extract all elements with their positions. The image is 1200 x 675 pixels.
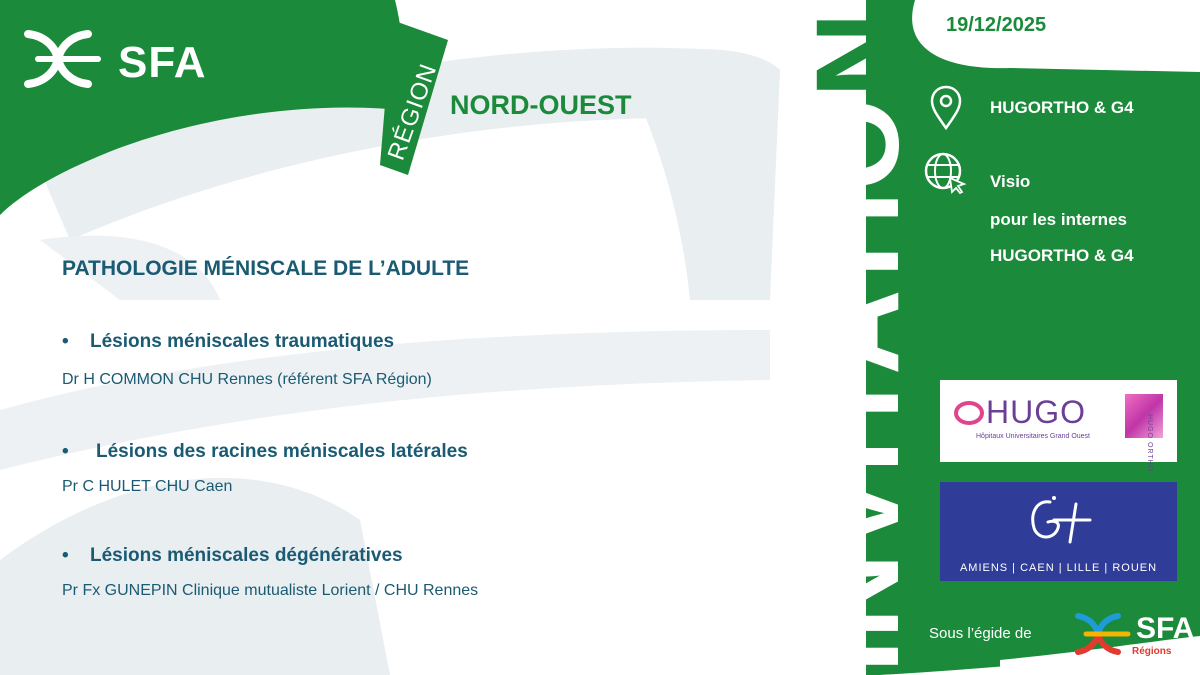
sfa-regions-subtext: Régions <box>1132 646 1172 657</box>
background-swoosh-right <box>620 49 780 300</box>
g4-logo <box>940 482 1177 581</box>
bullet: • <box>62 545 69 566</box>
globe-cursor-icon <box>922 150 968 196</box>
region-name: NORD-OUEST <box>450 90 632 120</box>
sfa-logo <box>22 26 232 96</box>
event-date: 19/12/2025 <box>946 14 1047 36</box>
talk-1-speaker: Dr H COMMON CHU Rennes (référent SFA Région) <box>62 371 432 388</box>
talk-title-text: Lésions méniscales traumatiques <box>90 331 395 352</box>
sfa-logo-text: SFA <box>118 38 207 87</box>
region-banner <box>378 48 448 176</box>
talk-3-speaker: Pr Fx GUNEPIN Clinique mutualiste Lorient / CHU Rennes <box>62 582 479 599</box>
visio-line-2: pour les internes <box>990 210 1127 229</box>
hugo-wordmark: HUGO <box>954 394 1086 431</box>
hugo-ortho-text: HUGO ORTHO <box>1146 414 1153 473</box>
bullet: • <box>62 441 69 462</box>
background-swoosh-bottom <box>0 478 390 675</box>
invitation-heading: INVITATION <box>792 11 924 673</box>
g4-mark-icon <box>1020 490 1100 550</box>
sfa-emblem-icon <box>22 26 102 92</box>
hugo-ortho-icon <box>1125 394 1163 438</box>
talk-2-title <box>62 441 468 463</box>
sfa-regions-logo <box>1072 610 1198 660</box>
g4-cities: AMIENS | CAEN | LILLE | ROUEN <box>959 562 1158 574</box>
location-text: HUGORTHO & G4 <box>990 98 1134 117</box>
talk-2-speaker: Pr C HULET CHU Caen <box>62 478 233 495</box>
hugo-logo <box>940 380 1177 473</box>
talk-1-title <box>62 331 394 353</box>
talk-title-text: Lésions des racines méniscales latérales <box>96 441 468 462</box>
region-label: RÉGION <box>382 59 443 164</box>
talk-3-title <box>62 545 403 567</box>
hugo-subtitle: Hôpitaux Universitaires Grand Ouest <box>976 433 1090 440</box>
egide-text: Sous l’égide de <box>929 625 1032 642</box>
visio-line-3: HUGORTHO & G4 <box>990 246 1134 265</box>
program-title: PATHOLOGIE MÉNISCALE DE L’ADULTE <box>62 257 470 280</box>
sfa-regions-wordmark: SFA <box>1136 612 1195 645</box>
visio-line-1: Visio <box>990 172 1031 191</box>
talk-title-text: Lésions méniscales dégénératives <box>90 545 403 566</box>
bullet: • <box>62 331 69 352</box>
sfa-regions-emblem-icon <box>1072 610 1132 658</box>
map-pin-icon <box>926 84 966 132</box>
